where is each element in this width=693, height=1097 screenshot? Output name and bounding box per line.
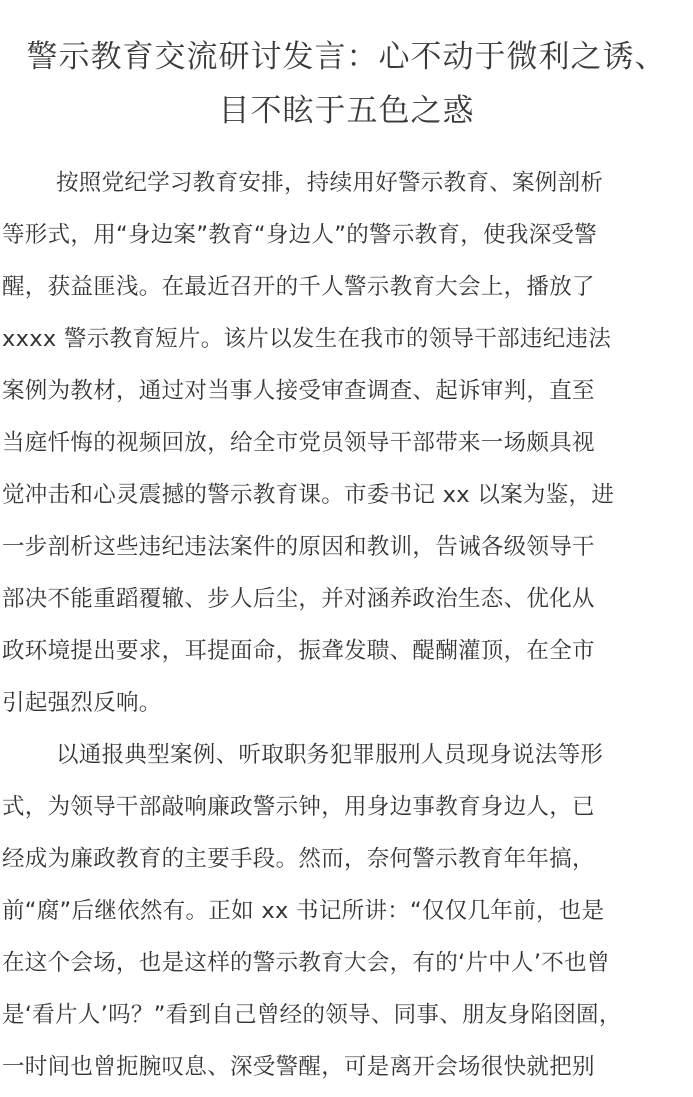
text-line: 醒，获益匪浅。在最近召开的千人警示教育大会上，播放了 xyxy=(2,274,595,300)
text-line: 等形式，用“身边案”教育“身边人”的警示教育，使我深受警 xyxy=(2,222,598,248)
text-line: 一步剖析这些违纪违法案件的原因和教训，告诫各级领导干 xyxy=(2,534,595,560)
text-line: 在这个会场，也是这样的警示教育大会，有的‘片中人’不也曾 xyxy=(2,950,610,976)
text-line: 是‘看片人’吗？”看到自己曾经的领导、同事、朋友身陷囹圄， xyxy=(2,1002,622,1028)
paragraph-2 xyxy=(0,729,693,1093)
text-line: 政环境提出要求，耳提面命，振聋发聩、醍醐灌顶，在全市 xyxy=(2,638,595,664)
text-line: 一时间也曾扼腕叹息、深受警醒，可是离开会场很快就把别 xyxy=(2,1054,595,1080)
text-line: 按照党纪学习教育安排，持续用好警示教育、案例剖析 xyxy=(56,170,604,196)
text-line: 当庭忏悔的视频回放，给全市党员领导干部带来一场颇具视 xyxy=(2,430,595,456)
text-line: 以通报典型案例、听取职务犯罪服刑人员现身说法等形 xyxy=(56,742,604,768)
text-line: 经成为廉政教育的主要手段。然而，奈何警示教育年年搞， xyxy=(2,846,595,872)
text-line: 觉冲击和心灵震撼的警示教育课。市委书记 xx 以案为鉴，进 xyxy=(2,482,615,508)
text-line: 部决不能重蹈覆辙、步人后尘，并对涵养政治生态、优化从 xyxy=(2,586,595,612)
paragraph-1 xyxy=(0,157,693,729)
text-line: 引起强烈反响。 xyxy=(2,690,162,716)
document-title xyxy=(0,30,693,138)
document-body xyxy=(0,157,693,1093)
text-line: 式，为领导干部敲响廉政警示钟，用身边事教育身边人，已 xyxy=(2,794,595,820)
text-line: 案例为教材，通过对当事人接受审查调查、起诉审判，直至 xyxy=(2,378,595,404)
title-line-2: 目不眩于五色之惑 xyxy=(218,93,475,129)
title-line-1: 警示教育交流研讨发言：心不动于微利之诱、 xyxy=(26,39,667,75)
text-line: xxxx 警示教育短片。该片以发生在我市的领导干部违纪违法 xyxy=(2,326,612,352)
text-line: 前“腐”后继依然有。正如 xx 书记所讲：“仅仅几年前，也是 xyxy=(2,898,605,924)
